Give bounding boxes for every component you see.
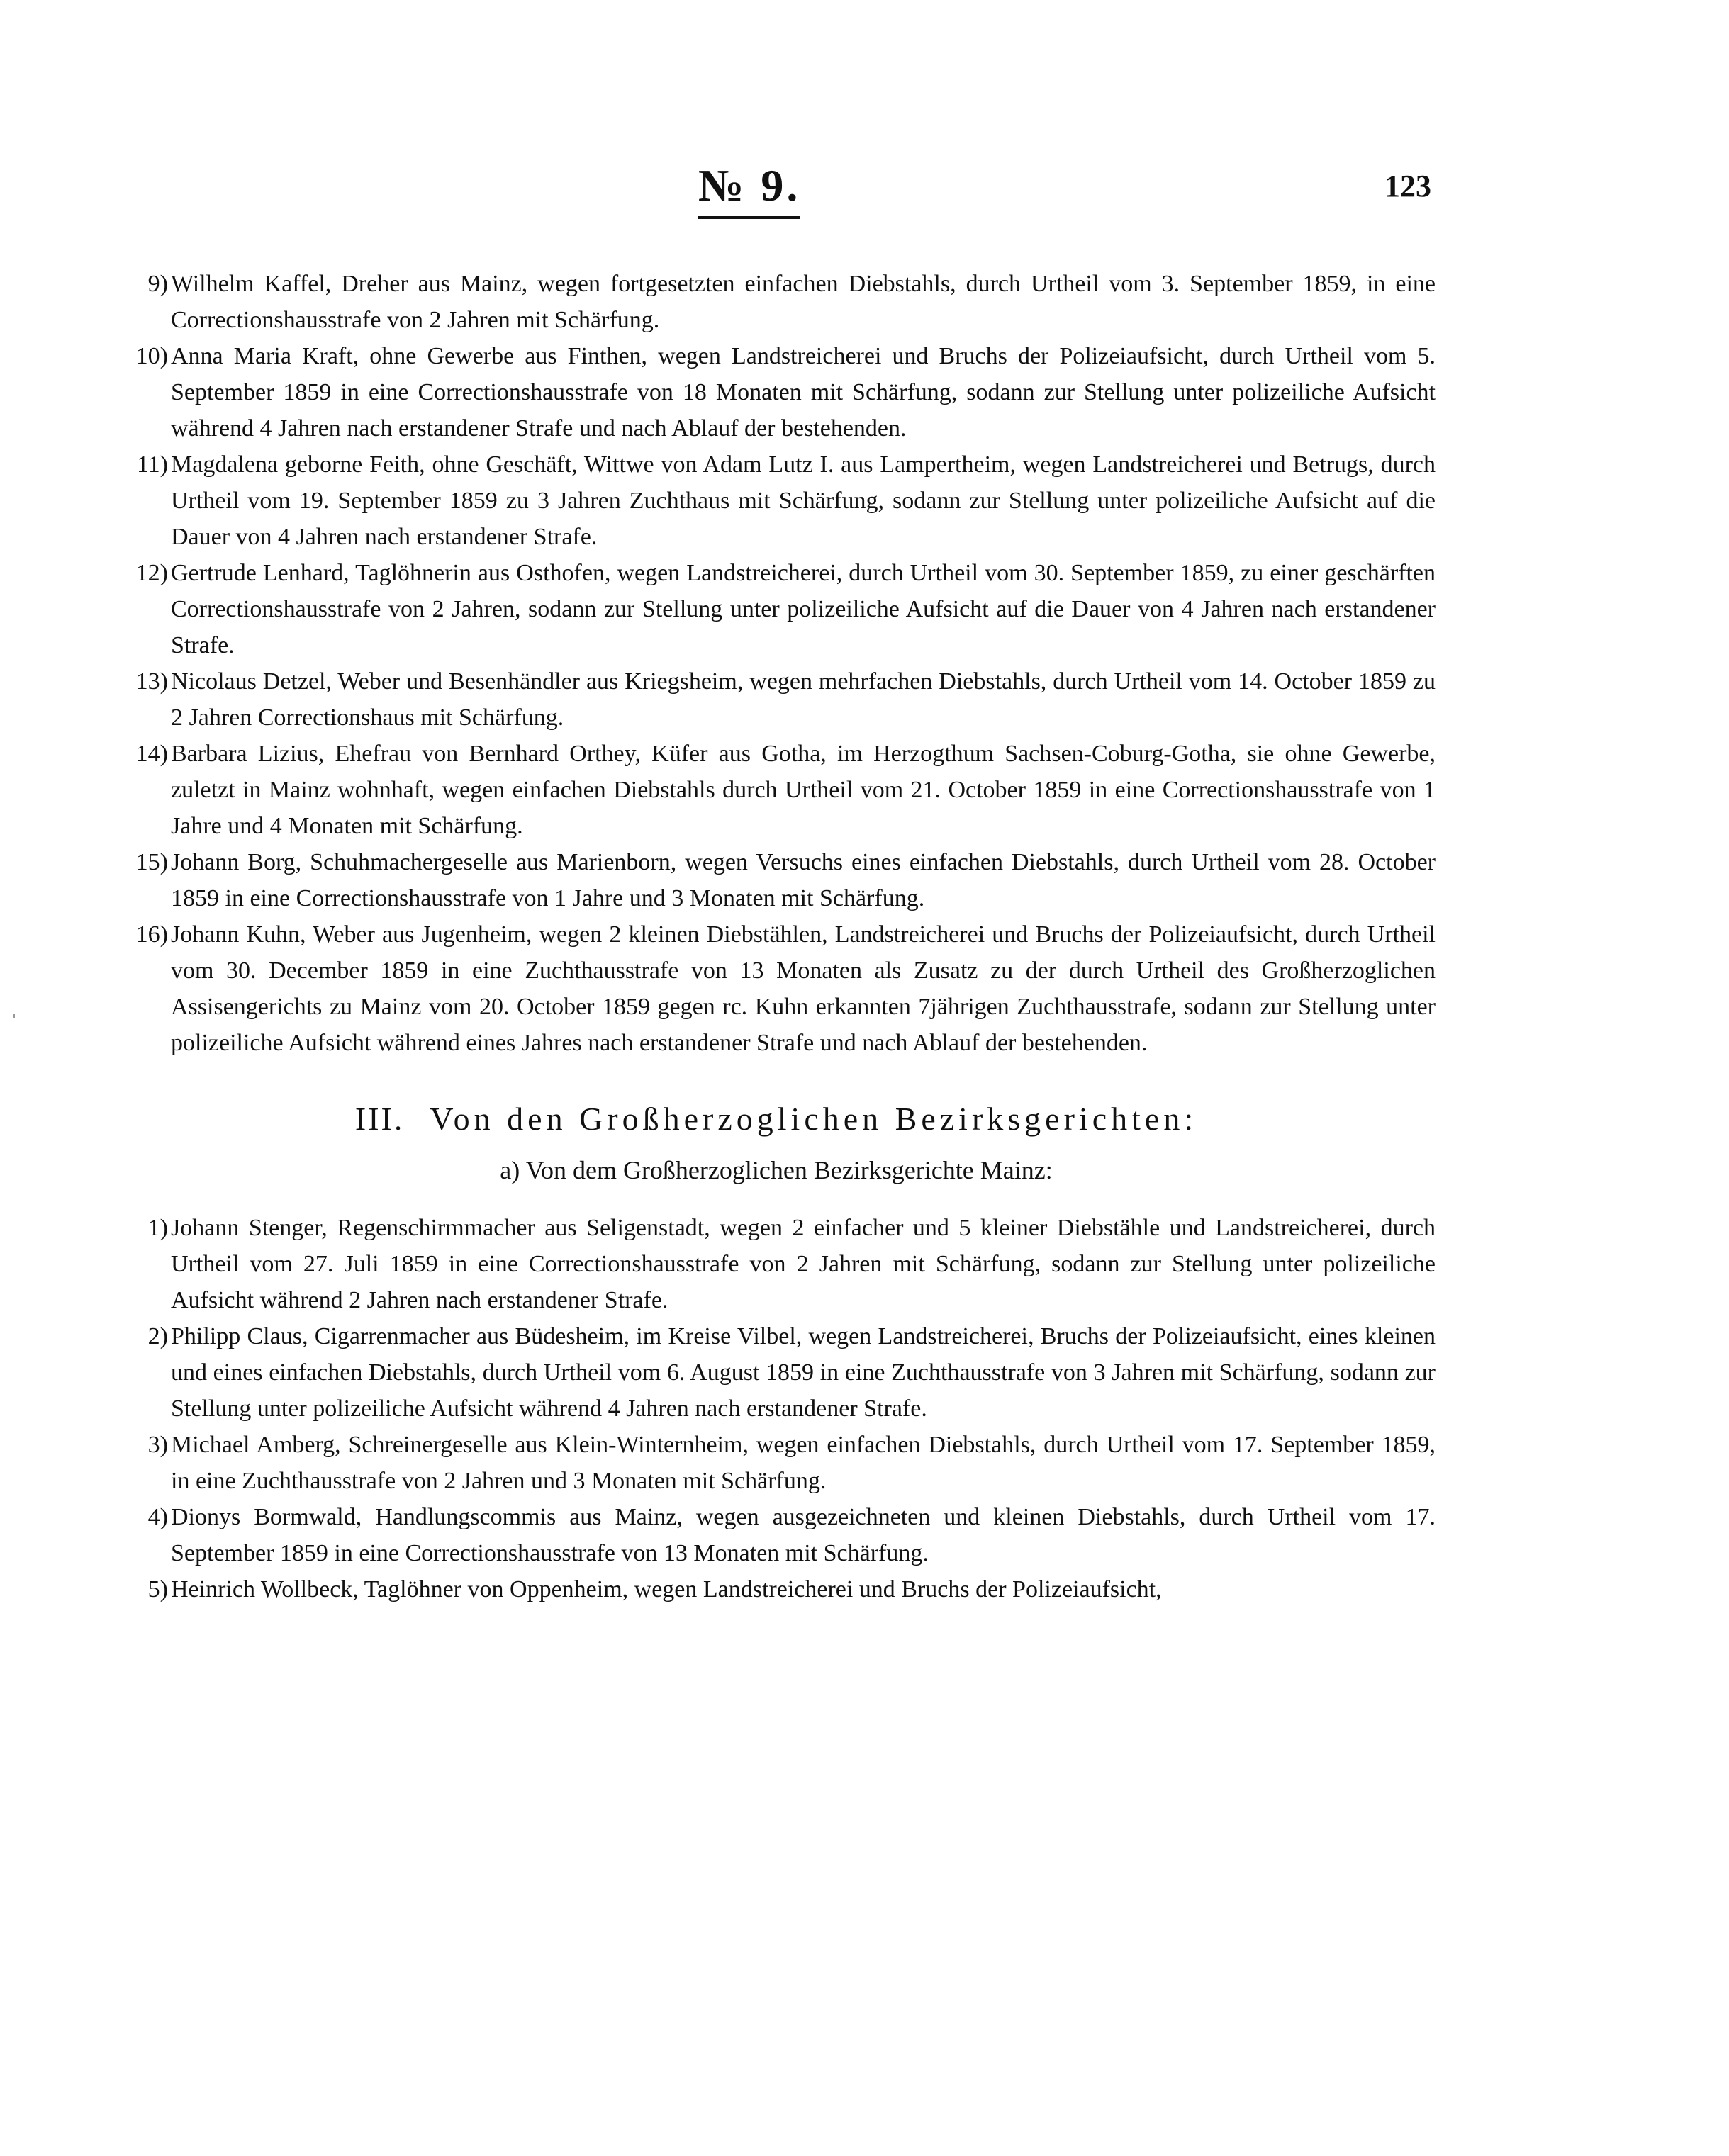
entry-number: 5): [147, 1576, 168, 1602]
entry-text: Anna Maria Kraft, ohne Gewerbe aus Finthen, wegen Landstreicherei und Bruchs der Polizeiaufsicht, durch Urtheil vom 5. September 1859 in eine Correctionshausstrafe von 18 Monaten mit Schärfung, sodann zur Stellung unter polizeiliche Aufsicht während 4 Jahren nach erstandener Strafe und nach Ablauf der bestehenden.: [171, 343, 1436, 442]
page-header: [0, 159, 1729, 223]
entry-text: Magdalena geborne Feith, ohne Geschäft, Wittwe von Adam Lutz I. aus Lampertheim, wegen Landstreicherei und Betrugs, durch Urtheil vom 19. September 1859 zu 3 Jahren Zuchthaus mit Schärfung, sodann zur Stellung unter polizeiliche Aufsicht auf die Dauer von 4 Jahren nach erstandener Strafe.: [171, 451, 1436, 550]
entry-text: Barbara Lizius, Ehefrau von Bernhard Orthey, Küfer aus Gotha, im Herzogthum Sachsen-Coburg-Gotha, sie ohne Gewerbe, zuletzt in Mainz wohnhaft, wegen einfachen Diebstahls durch Urtheil vom 21. October 1859 in eine Correctionshausstrafe von 1 Jahre und 4 Monaten mit Schärfung.: [171, 741, 1436, 839]
entry-text: Johann Stenger, Regenschirmmacher aus Seligenstadt, wegen 2 einfacher und 5 kleiner Diebstähle und Landstreicherei, durch Urtheil vom 27. Juli 1859 in eine Correctionshausstrafe von 2 Jahren mit Schärfung, sodann zur Stellung unter polizeiliche Aufsicht während 2 Jahren nach erstandener Strafe.: [171, 1215, 1436, 1313]
list-item: [117, 663, 1436, 736]
entry-text: Nicolaus Detzel, Weber und Besenhändler aus Kriegsheim, wegen mehrfachen Diebstahls, durch Urtheil vom 14. October 1859 zu 2 Jahren Correctionshaus mit Schärfung.: [171, 668, 1436, 731]
document-body: [117, 266, 1436, 1607]
entry-number: 16): [135, 921, 168, 948]
entry-number: 3): [147, 1432, 168, 1458]
entry-number: 14): [135, 741, 168, 767]
list-item: [117, 916, 1436, 1061]
entry-number: 13): [135, 668, 168, 695]
entry-text: Wilhelm Kaffel, Dreher aus Mainz, wegen fortgesetzten einfachen Diebstahls, durch Urtheil vom 3. September 1859, in eine Correctionshausstrafe von 2 Jahren mit Schärfung.: [171, 271, 1436, 333]
scan-margin-mark: [13, 1014, 15, 1018]
subsection-label: a): [500, 1156, 520, 1184]
entry-number: 15): [135, 849, 168, 875]
entry-text: Johann Kuhn, Weber aus Jugenheim, wegen 2 kleinen Diebstählen, Landstreicherei und Bruchs der Polizeiaufsicht, durch Urtheil vom 30. December 1859 in eine Zuchthausstrafe von 13 Monaten als Zusatz zu der durch Urtheil des Großherzoglichen Assisengerichts zu Mainz vom 20. October 1859 gegen rc. Kuhn erkannten 7jährigen Zuchthausstrafe, sodann zur Stellung unter polizeiliche Aufsicht während eines Jahres nach erstandener Strafe und nach Ablauf der bestehenden.: [171, 921, 1436, 1056]
entry-number: 2): [147, 1323, 168, 1349]
list-item: [117, 555, 1436, 663]
list-item: [117, 844, 1436, 916]
list-item: [117, 266, 1436, 338]
entry-number: 10): [135, 343, 168, 369]
entry-text: Dionys Bormwald, Handlungscommis aus Mainz, wegen ausgezeichneten und kleinen Diebstahls, durch Urtheil vom 17. September 1859 in eine Correctionshausstrafe von 13 Monaten mit Schärfung.: [171, 1504, 1436, 1566]
list-item: [117, 1571, 1436, 1607]
entry-text: Michael Amberg, Schreinergeselle aus Klein-Winternheim, wegen einfachen Diebstahls, durch Urtheil vom 17. September 1859, in eine Zuchthausstrafe von 2 Jahren und 3 Monaten mit Schärfung.: [171, 1432, 1436, 1494]
entry-number: 12): [135, 560, 168, 586]
entry-number: 11): [136, 451, 168, 478]
subsection-heading: [117, 1152, 1436, 1189]
entry-text: Heinrich Wollbeck, Taglöhner von Oppenheim, wegen Landstreicherei und Bruchs der Polizeiaufsicht,: [171, 1576, 1162, 1602]
issue-number: № 9.: [698, 159, 800, 219]
entry-text: Gertrude Lenhard, Taglöhnerin aus Osthofen, wegen Landstreicherei, durch Urtheil vom 30. September 1859, zu einer geschärften Correctionshausstrafe von 2 Jahren, sodann zur Stellung unter polizeiliche Aufsicht auf die Dauer von 4 Jahren nach erstandener Strafe.: [171, 560, 1436, 658]
entry-number: 9): [147, 271, 168, 297]
entry-number: 4): [147, 1504, 168, 1530]
list-item: [117, 338, 1436, 447]
section-title: Von den Großherzoglichen Bezirksgerichten:: [430, 1101, 1198, 1137]
page-number: 123: [1384, 169, 1431, 203]
list-item: [117, 1427, 1436, 1499]
subsection-title: Von dem Großherzoglichen Bezirksgerichte Mainz:: [525, 1156, 1053, 1184]
list-item: [117, 1318, 1436, 1427]
list-item: [117, 736, 1436, 844]
section-three-entries: [117, 1210, 1436, 1607]
list-item: [117, 447, 1436, 555]
section-roman-numeral: III.: [354, 1101, 405, 1137]
part-one-entries: [117, 266, 1436, 1061]
section-heading: [117, 1098, 1436, 1140]
entry-number: 1): [147, 1215, 168, 1241]
list-item: [117, 1210, 1436, 1318]
entry-text: Johann Borg, Schuhmachergeselle aus Marienborn, wegen Versuchs eines einfachen Diebstahls, durch Urtheil vom 28. October 1859 in eine Correctionshausstrafe von 1 Jahre und 3 Monaten mit Schärfung.: [171, 849, 1436, 911]
entry-text: Philipp Claus, Cigarrenmacher aus Büdesheim, im Kreise Vilbel, wegen Landstreicherei, Bruchs der Polizeiaufsicht, eines kleinen und eines einfachen Diebstahls, durch Urtheil vom 6. August 1859 in eine Zuchthausstrafe von 3 Jahren mit Schärfung, sodann zur Stellung unter polizeiliche Aufsicht während 4 Jahren nach erstandener Strafe.: [171, 1323, 1436, 1422]
list-item: [117, 1499, 1436, 1571]
